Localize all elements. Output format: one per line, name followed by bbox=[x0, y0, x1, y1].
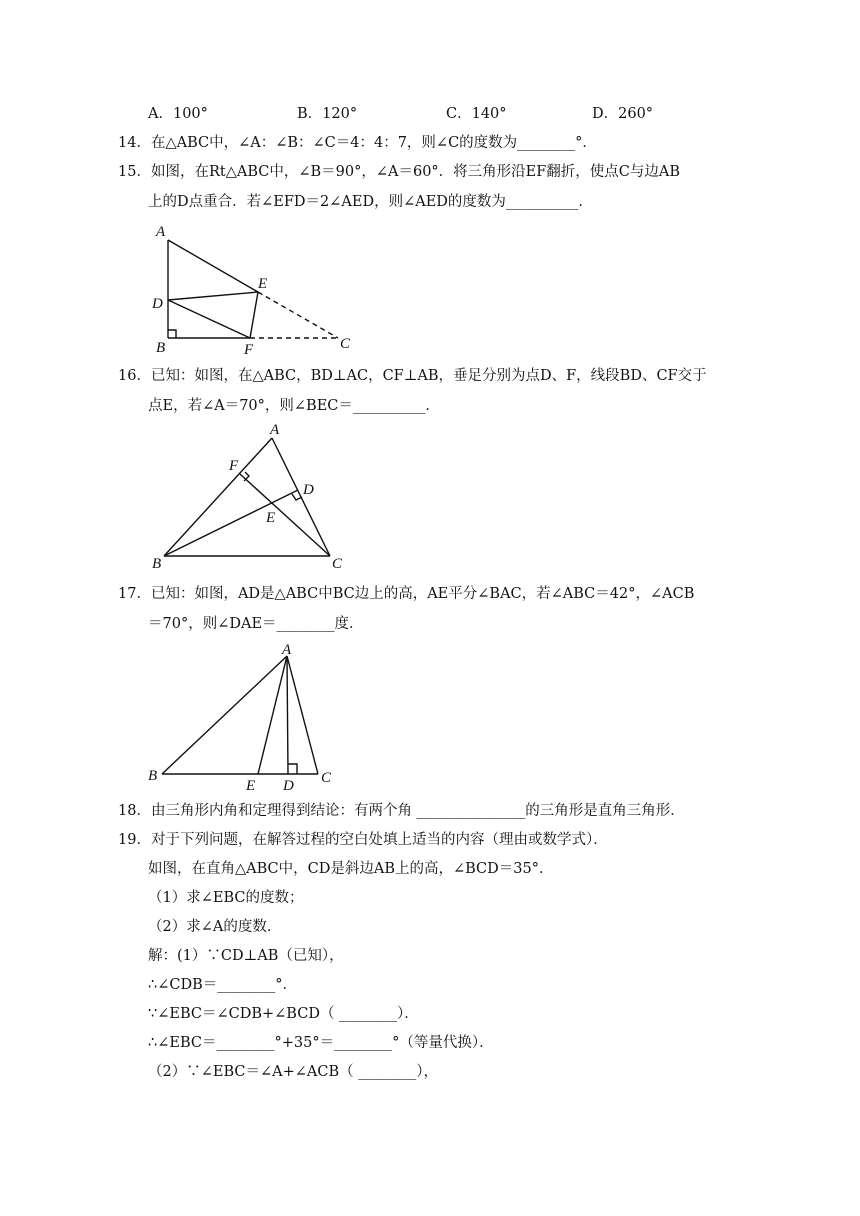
question-19-line1: 19．对于下列问题，在解答过程的空白处填上适当的内容（理由或数学式）． bbox=[118, 832, 608, 848]
question-19-line8: ∴∠EBC＝________°+35°＝________°（等量代换）． bbox=[148, 1035, 494, 1051]
question-19-line2: 如图，在直角△ABC中，CD是斜边AB上的高，∠BCD＝35°． bbox=[148, 861, 554, 877]
q15-label-f: F bbox=[244, 342, 254, 358]
question-19-line6: ∴∠CDB＝________°． bbox=[148, 977, 298, 993]
question-19-line5: 解：(1）∵CD⊥AB（已知）， bbox=[148, 948, 344, 964]
q17-label-a: A bbox=[282, 642, 292, 658]
question-19-line9: （2）∵∠EBC＝∠A+∠ACB（ ________）， bbox=[148, 1064, 438, 1080]
q17-label-b: B bbox=[148, 768, 158, 784]
q17-label-c: C bbox=[321, 770, 332, 786]
option-a: A．100° bbox=[148, 106, 208, 122]
q15-label-b: B bbox=[156, 340, 166, 356]
option-d: D．260° bbox=[592, 106, 654, 122]
question-16-line1: 16．已知：如图，在△ABC，BD⊥AC，CF⊥AB，垂足分别为点D、F，线段BD、CF交于 bbox=[118, 368, 707, 384]
question-19-line3: （1）求∠EBC的度数； bbox=[148, 890, 304, 906]
option-b: B．120° bbox=[297, 106, 358, 122]
option-c: C．140° bbox=[446, 106, 507, 122]
q16-label-f: F bbox=[229, 458, 239, 474]
q16-label-a: A bbox=[270, 422, 280, 438]
question-18: 18．由三角形内角和定理得到结论：有两个角 _______________的三角形是直角三角形． bbox=[118, 803, 685, 819]
q17-label-e: E bbox=[246, 778, 256, 794]
q15-label-d: D bbox=[152, 296, 163, 312]
q15-label-c: C bbox=[340, 336, 351, 352]
question-14: 14．在△ABC中，∠A：∠B：∠C＝4：4：7，则∠C的度数为________°． bbox=[118, 135, 597, 151]
question-17-line1: 17．已知：如图，AD是△ABC中BC边上的高，AE平分∠BAC，若∠ABC＝42°，∠ACB bbox=[118, 586, 695, 602]
q16-label-e: E bbox=[266, 510, 276, 526]
question-15-line1: 15．如图，在Rt△ABC中，∠B＝90°，∠A＝60°．将三角形沿EF翻折，使点C与边AB bbox=[118, 164, 681, 180]
q15-label-e: E bbox=[258, 276, 268, 292]
question-17-line2: ＝70°，则∠DAE＝________度． bbox=[148, 616, 364, 632]
question-19-line7: ∵∠EBC＝∠CDB+∠BCD（ ________）． bbox=[148, 1006, 419, 1022]
q15-label-a: A bbox=[156, 224, 166, 240]
q16-label-c: C bbox=[332, 556, 343, 572]
question-19-line4: （2）求∠A的度数． bbox=[148, 919, 282, 935]
q17-label-d: D bbox=[283, 778, 294, 794]
question-16-line2: 点E，若∠A＝70°，则∠BEC＝__________． bbox=[148, 398, 440, 414]
q16-label-d: D bbox=[303, 482, 314, 498]
question-15-line2: 上的D点重合．若∠EFD＝2∠AED，则∠AED的度数为__________． bbox=[148, 194, 593, 210]
q16-label-b: B bbox=[152, 556, 162, 572]
